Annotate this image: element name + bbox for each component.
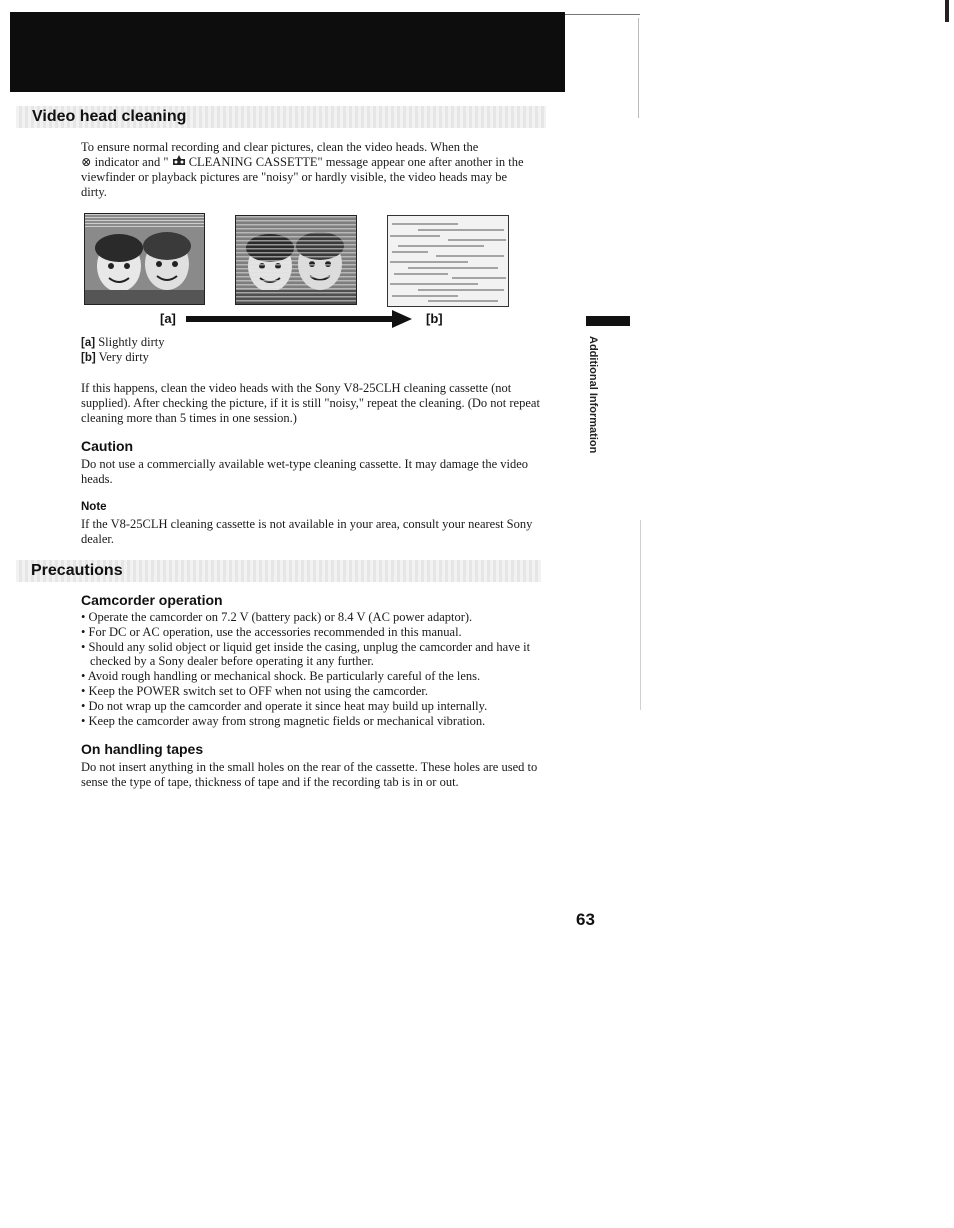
header-rule <box>565 14 640 15</box>
side-tab-label: Additional Information <box>587 336 599 454</box>
side-tab-marker <box>586 316 630 326</box>
list-item: • Should any solid object or liquid get inside the casing, unplug the camcorder and have it checked by a Sony dealer before operating it any further. <box>81 639 531 669</box>
note-heading: Note <box>81 501 107 513</box>
list-item: • Avoid rough handling or mechanical shock. Be particularly careful of the lens. <box>81 669 481 684</box>
caution-text: Do not use a commercially available wet-type cleaning cassette. It may damage the video heads. <box>81 457 529 486</box>
intro-line: ⊗ indicator and " CLEANING CASSETTE" message appear one after another in the <box>81 155 524 169</box>
list-item: • Keep the camcorder away from strong magnetic fields or mechanical vibration. <box>81 713 486 728</box>
dirty-picture <box>235 215 357 305</box>
section-title-video-head-cleaning: Video head cleaning <box>32 108 187 125</box>
very-dirty-picture <box>387 215 509 307</box>
list-item: • Keep the POWER switch set to OFF when not using the camcorder. <box>81 683 429 698</box>
list-item: • Do not wrap up the camcorder and operate it since heat may build up internally. <box>81 698 488 713</box>
margin-rule <box>638 18 639 118</box>
slightly-dirty-picture <box>84 213 205 305</box>
intro-line: To ensure normal recording and clear pictures, clean the video heads. When the <box>81 140 479 154</box>
caption-slightly-dirty: [a] Slightly dirty <box>81 335 165 349</box>
intro-line: viewfinder or playback pictures are "noisy" or hardly visible, the video heads may be <box>81 170 508 184</box>
margin-rule <box>640 520 641 710</box>
caution-heading: Caution <box>81 438 134 454</box>
cleaning-instructions: If this happens, clean the video heads with the Sony V8-25CLH cleaning cassette (not supplied). After checking the picture, if it is still "noisy," repeat the cleaning. (Do not repeat cleaning more than 5 times in one session.) <box>81 381 540 425</box>
page-number: 63 <box>576 910 595 929</box>
edge-mark <box>945 0 949 22</box>
figure-label-b: [b] <box>426 311 443 326</box>
note-text: If the V8-25CLH cleaning cassette is not available in your area, consult your nearest Sony dealer. <box>81 517 533 546</box>
section-title-precautions: Precautions <box>31 562 123 579</box>
progression-arrow-icon <box>186 310 414 330</box>
camcorder-operation-heading: Camcorder operation <box>81 592 223 608</box>
header-band <box>10 12 565 92</box>
handling-tapes-text: Do not insert anything in the small holes on the rear of the cassette. These holes are used to sense the type of tape, thickness of tape and if the recording tab is in or out. <box>81 760 538 789</box>
figure-label-a: [a] <box>160 311 176 326</box>
list-item: • For DC or AC operation, use the accessories recommended in this manual. <box>81 624 462 639</box>
intro-line: dirty. <box>81 185 107 199</box>
handling-tapes-heading: On handling tapes <box>81 741 204 757</box>
caption-very-dirty: [b] Very dirty <box>81 350 149 364</box>
warning-indicator-icon: ⊗ <box>81 155 92 169</box>
cleaning-cassette-icon <box>172 155 186 169</box>
list-item: • Operate the camcorder on 7.2 V (battery pack) or 8.4 V (AC power adaptor). <box>81 610 473 624</box>
intro-paragraph <box>81 140 571 200</box>
camcorder-operation-list <box>81 610 566 728</box>
